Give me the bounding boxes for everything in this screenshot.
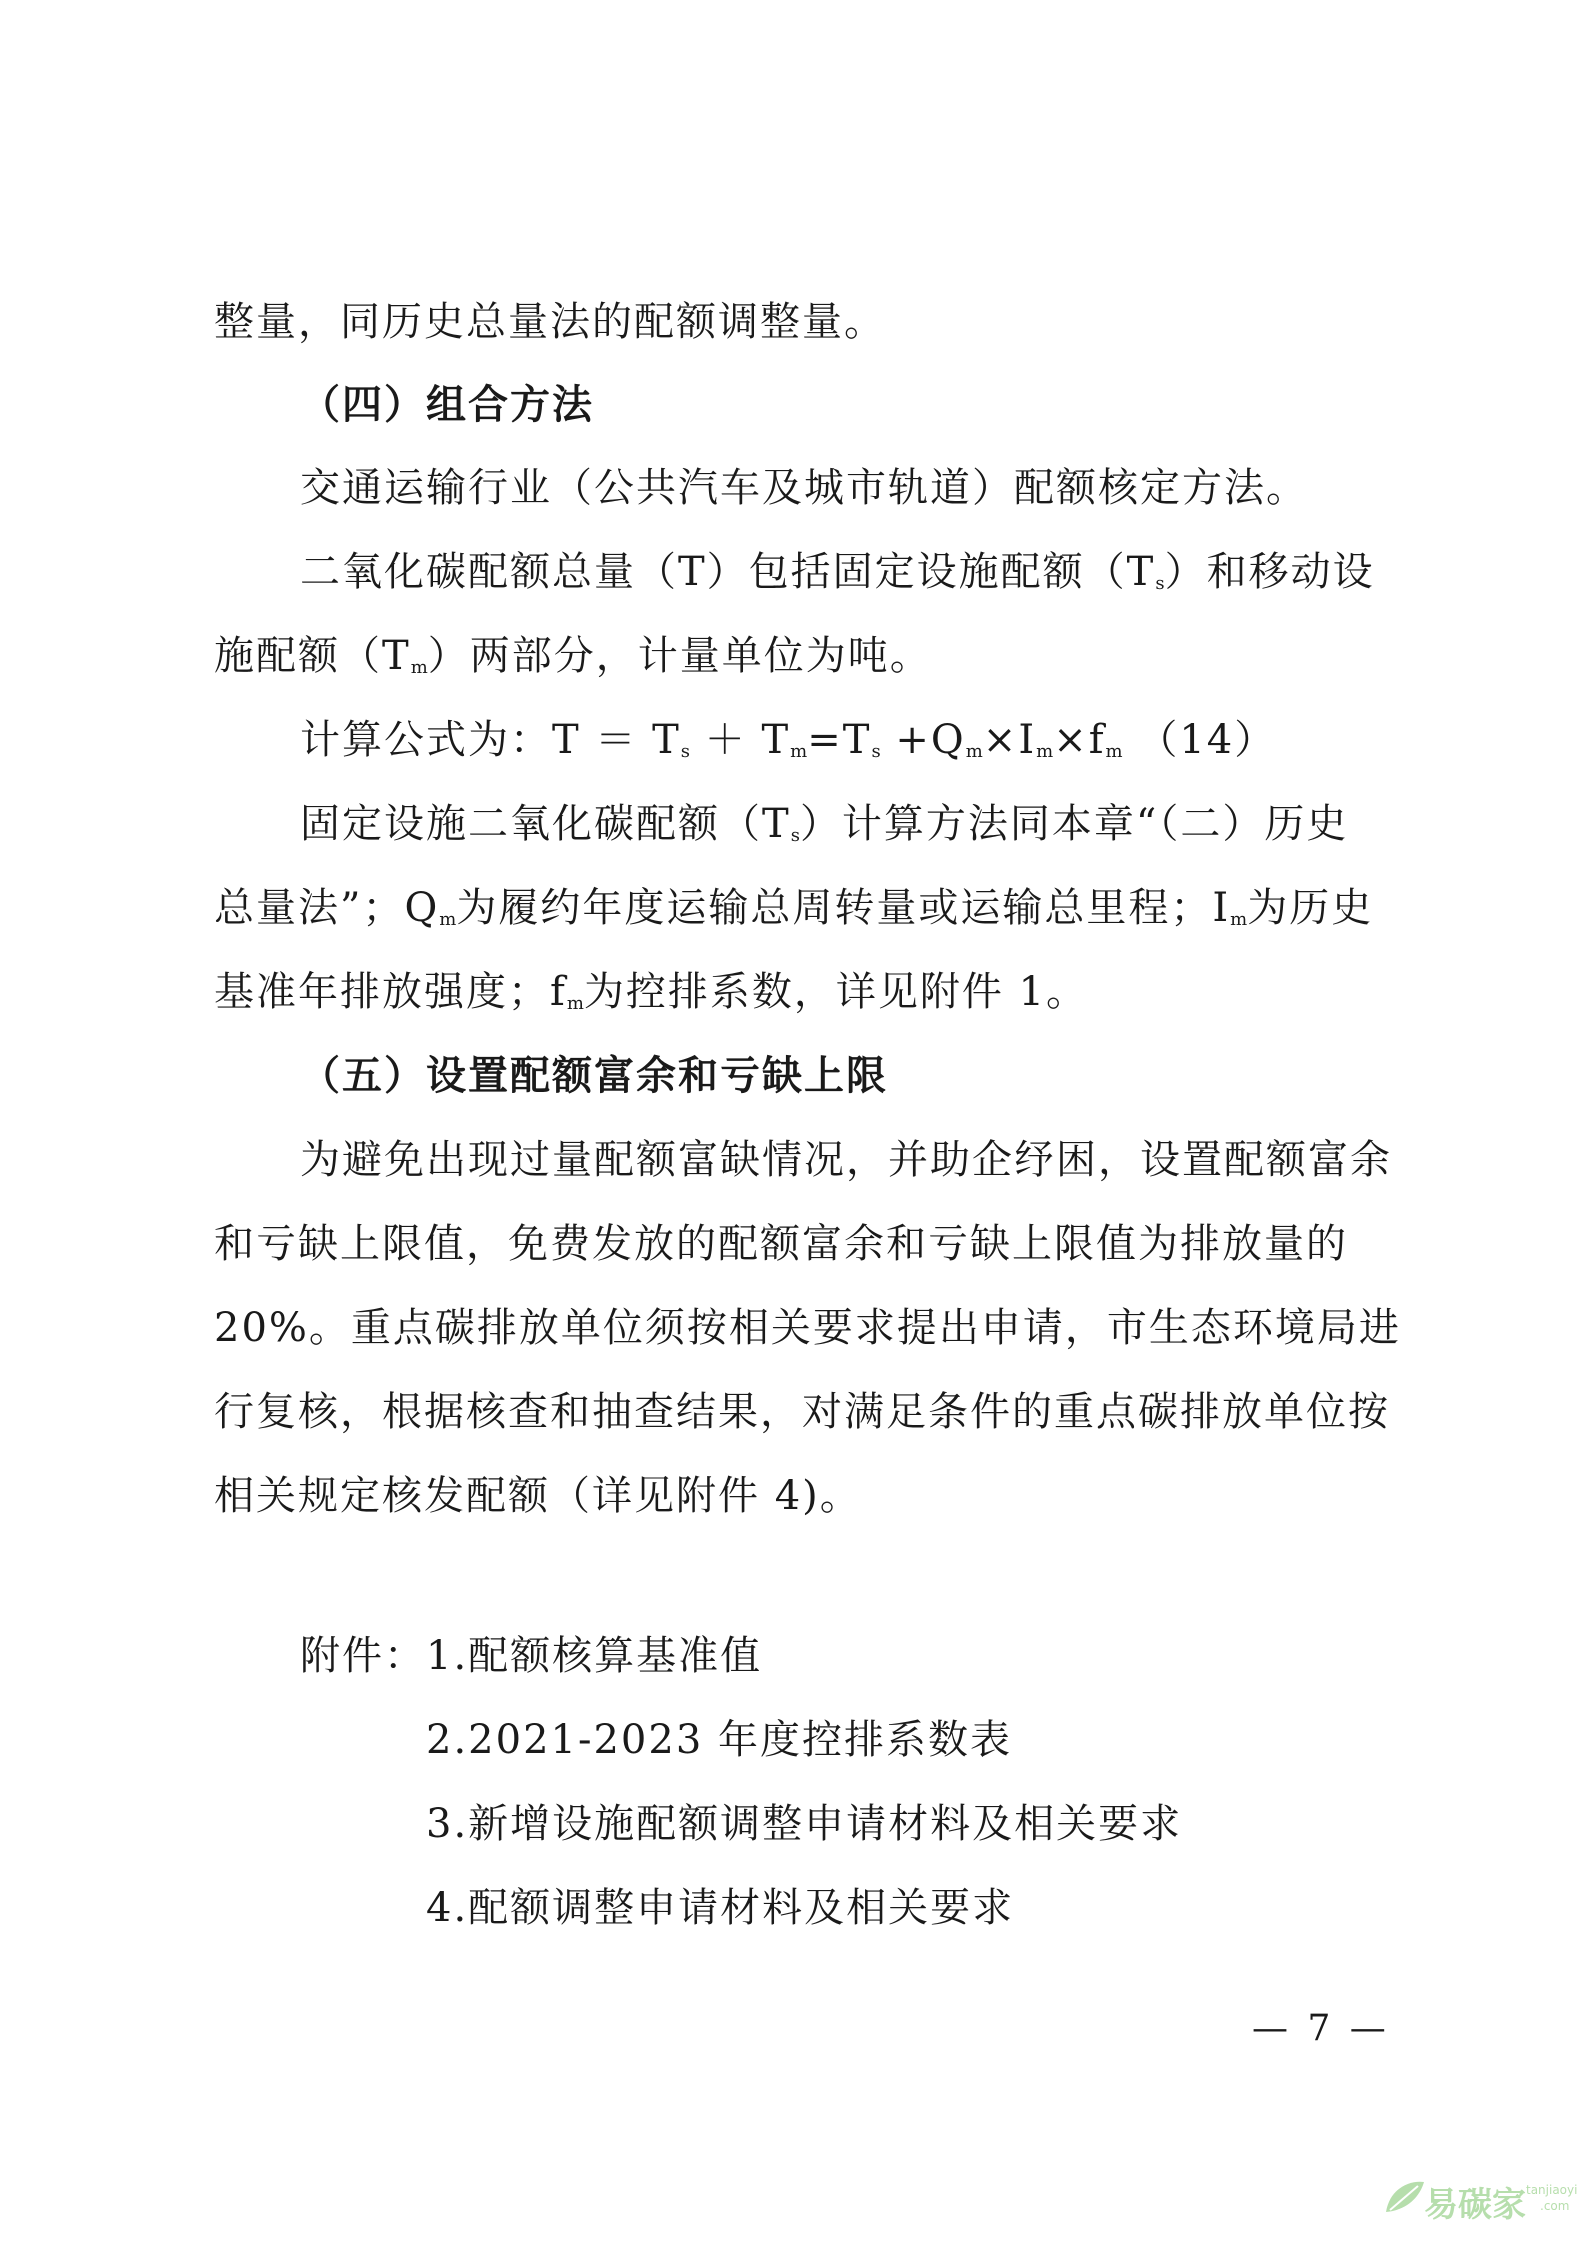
text-line-12: 和亏缺上限值，免费发放的配额富余和亏缺上限值为排放量的 — [214, 1221, 1348, 1267]
text-line-11: 为避免出现过量配额富缺情况，并助企纾困，设置配额富余 — [300, 1137, 1392, 1183]
attachment-item-3: 3.新增设施配额调整申请材料及相关要求 — [426, 1801, 1183, 1847]
text-line-14: 行复核，根据核查和抽查结果，对满足条件的重点碳排放单位按 — [214, 1389, 1390, 1435]
text-line-7: 固定设施二氧化碳配额$(T_s)$计算方法同本章“（二）历史 — [300, 801, 1349, 847]
attachment-item-2: 2.2021-2023 年度控排系数表 — [426, 1717, 1012, 1763]
attachments-label: 附件： — [300, 1633, 426, 1679]
watermark-domain-top: tanjiaoyi — [1526, 2183, 1578, 2197]
text-line-13: 20%。重点碳排放单位须按相关要求提出申请，市生态环境局进 — [214, 1305, 1401, 1351]
text-line-8: 总量法”；$Q_m$为履约年度运输总周转量或运输总里程；$I_m$为历史 — [214, 885, 1374, 931]
page-number: — 7 — — [1252, 2008, 1390, 2049]
watermark-domain-bottom: .com — [1540, 2199, 1570, 2213]
watermark-logo — [1380, 2170, 1580, 2230]
text-line-4: 二氧化碳配额总量（T）包括固定设施配额$(T_s)$和移动设 — [300, 549, 1375, 595]
watermark-brand: 易碳家 — [1424, 2185, 1526, 2225]
text-line-9: 基准年排放强度；$f_m$为控排系数，详见附件 1。 — [214, 969, 1089, 1015]
text-line-1: 整量，同历史总量法的配额调整量。 — [214, 299, 886, 345]
section-heading-4: （四）组合方法 — [300, 381, 594, 428]
formula-line: 计算公式为：$T = T_s + T_m=T_s +Q_m\times I_m\times f_m$ （14） — [300, 717, 1277, 763]
section-heading-5: （五）设置配额富余和亏缺上限 — [300, 1052, 888, 1099]
leaf-icon — [1380, 2170, 1580, 2230]
text-line-15: 相关规定核发配额（详见附件 4)。 — [214, 1473, 862, 1519]
attachment-item-4: 4.配额调整申请材料及相关要求 — [426, 1885, 1015, 1931]
text-line-3: 交通运输行业（公共汽车及城市轨道）配额核定方法。 — [300, 465, 1308, 511]
attachment-item-1: 1.配额核算基准值 — [426, 1633, 763, 1679]
text-line-5: 施配额$(T_m)$两部分，计量单位为吨。 — [214, 633, 932, 679]
